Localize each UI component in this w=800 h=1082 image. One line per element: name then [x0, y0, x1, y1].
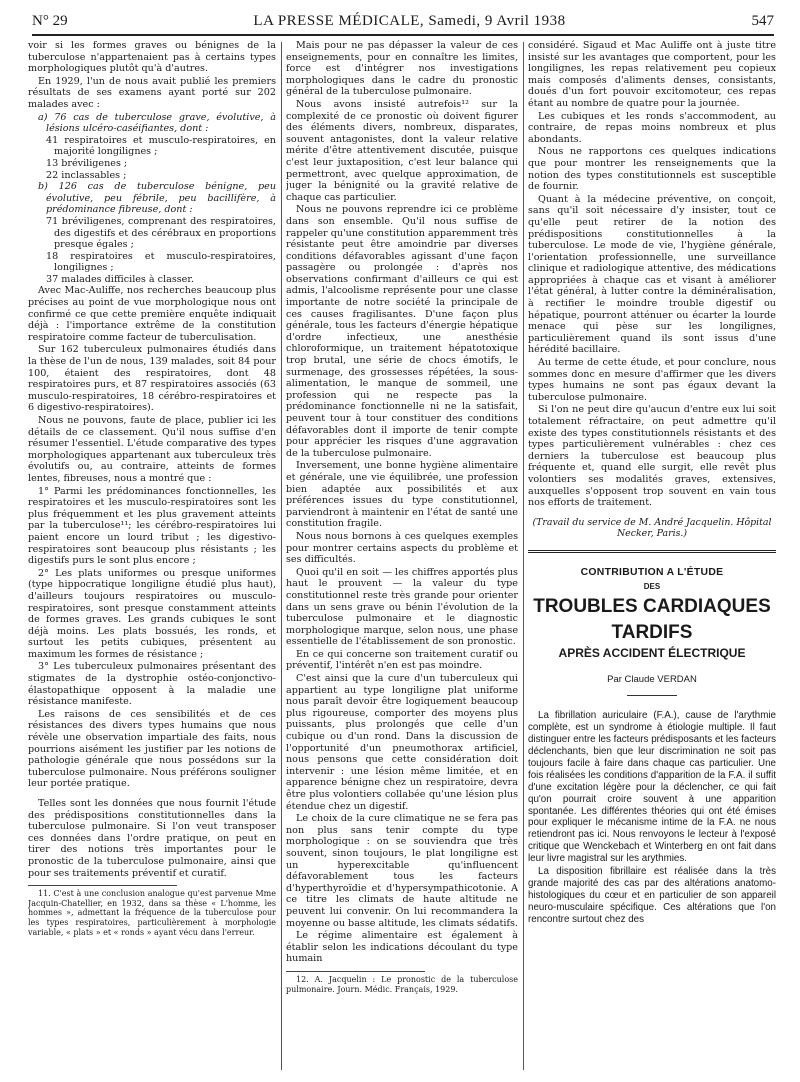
paragraph: Nous nous bornons à ces quelques exemples pour montrer certains aspects du problème et ses difficultés.	[286, 530, 518, 566]
column-middle	[286, 40, 518, 1072]
list-item: 37 malades difficiles à classer.	[46, 273, 194, 285]
paragraph: Inversement, une bonne hygiène alimentaire et générale, une vie équilibrée, une profession bien adaptée aux possibilités et aux préférences issues du type constitutionnel, parviendront à maintenir en l'état de santé une constitution fragile.	[286, 460, 518, 530]
footnote: 12. A. Jacquelin : Le pronostic de la tuberculose pulmonaire. Journ. Médic. Français, 1929.	[286, 974, 518, 994]
article-title-line1: TROUBLES CARDIAQUES	[533, 596, 771, 618]
paragraph: La disposition fibrillaire est réalisée dans la très grande majorité des cas par des altérations anatomo-histologiques du cœur et en particulier de son appareil neuro-musculaire spécifique. Ces altérations que l'on rencontre surtout chez des	[528, 866, 776, 925]
article-subtitle: APRÈS ACCIDENT ÉLECTRIQUE	[558, 646, 746, 661]
paragraph: En 1929, l'un de nous avait publié les premiers résultats de ses examens ayant porté sur 202 malades avec :	[28, 75, 276, 110]
list-item: 18 respiratoires et musculo-respiratoires, longilignes ;	[46, 250, 276, 274]
paragraph: considéré. Sigaud et Mac Auliffe ont à juste titre insisté sur les avantages que comportent, pour les longilignes, les repas relativement peu copieux mais composés d'aliments denses, consistants, doués d'un fort pouvoir excitomoteur, ces repas étant au nombre de quatre pour la journée.	[528, 40, 776, 109]
paragraph: Nous ne pouvons, faute de place, publier ici les détails de ce classement. Qu'il nous suffise d'en résumer l'essentiel. L'étude comparative des types morphologiques appartenant aux tuberculeux très évolutifs ou, au contraire, atteints de formes lentes, fibreuses, nous a montré que :	[28, 415, 276, 484]
paragraph: Sur 162 tuberculeux pulmonaires étudiés dans la thèse de l'un de nous, 139 malades, soit 84 pour 100, étaient des respiratoires, dont 48 respiratoires purs, et 87 respiratoires associés (63 musculo-respiratoires, 18 cérébro-respiratoires et 6 digestivo-respiratoires).	[28, 344, 276, 414]
paragraph: Le choix de la cure climatique ne se fera pas non plus sans tenir compte du type morphologique : on se souviendra que très souvent, sinon toujours, le plat longiligne est un hyperexcitable qu'influencent défavorablement tous les facteurs d'hyperthyroïdie et d'hypersympathicotonie. A ce titre les climats de haute altitude ne peuvent lui convenir. On lui recommandera la moyenne ou basse altitude, les climats sédatifs.	[286, 813, 518, 929]
footnote-rule	[28, 885, 177, 886]
article-kicker-des: DES	[643, 581, 661, 591]
paragraph: voir si les formes graves ou bénignes de la tuberculose n'appartenaient pas à certains types morphologiques plutôt qu'à d'autres.	[28, 40, 276, 75]
article-author: Par Claude VERDAN	[607, 673, 697, 685]
list-heading: b) 126 cas de tuberculose bénigne, peu évolutive, peu fébrile, peu bacillifère, à prédominance fibreuse, dont :	[38, 181, 276, 216]
paragraph: Nous ne rapportons ces quelques indications que pour montrer les renseignements que la notion des types constitutionnels est susceptible de fournir.	[528, 146, 776, 193]
short-rule	[627, 695, 677, 696]
column-divider	[523, 42, 524, 1070]
paragraph: La fibrillation auriculaire (F.A.), cause de l'arythmie complète, est un syndrome à étiologie multiple. Il faut distinguer entre les facteurs prédisposants et les facteurs déclenchants, bien que leur discrimination ne soit pas toujours facile à faire dans chaque cas particulier. Une fois réalisées les conditions d'apparition de la F.A. il suffit d'une excitation légère pour la déclencher, ce qui fait qu'on pourrait croire souvent à une apparition spontanée. Les différentes théories qui ont été émises pour expliquer le mécanisme intime de la F.A. ne nous retiendront pas ici. Nous renvoyons le lecteur à l'exposé critique que Wenckebach et Winterberg en ont fait dans leur livre magistral sur les arythmies.	[528, 710, 776, 865]
paragraph: Quoi qu'il en soit — les chiffres apportés plus haut le prouvent — la valeur du type constitutionnel reste très grande pour orienter dans un sens grave ou bénin l'évolution de la tuberculose pulmonaire et le diagnostic morphologique marque, selon nous, une phase essentielle de l'établissement de son pronostic.	[286, 566, 518, 648]
column-left	[28, 40, 276, 1072]
list-item: 71 bréviligenes, comprenant des respiratoires, des digestifs et des cérébraux en proportions presque égales ;	[46, 215, 276, 251]
article-title-line2: TARDIFS	[611, 622, 693, 644]
paragraph: Telles sont les données que nous fournit l'étude des prédispositions constitutionnelles dans la tuberculose pulmonaire. Si l'on veut transposer ces données dans l'ordre pratique, on peut en tirer des notions très importantes pour le pronostic de la tuberculose pulmonaire, ainsi que pour ses traitements préventif et curatif.	[28, 798, 276, 879]
page-number: 547	[751, 12, 774, 29]
paragraph: Nous avons insisté autrefois¹² sur la complexité de ce pronostic où doivent figurer des éléments divers, nombreux, disparates, souvent antagonistes, dont la valeur relative mérite d'être attentivement discutée, puisque c'est leur juxtaposition, c'est leur balance qui permettront, avec quelque approximation, de juger la bénignité ou la gravité relative de chaque cas particulier.	[286, 98, 518, 203]
column-divider	[281, 42, 282, 1070]
paragraph: Les cubiques et les ronds s'accommodent, au contraire, de repas moins nombreux et plus abondants.	[528, 110, 776, 145]
paragraph: 2° Les plats uniformes ou presque uniformes (type hippocratique longiligne étudié plus haut), d'ailleurs toujours respiratoires ou musculo-respiratoires, sont presque constamment atteints de formes graves. Les grands cubiques le sont déjà moins. Les plats bossués, les ronds, et surtout les petits cubiques, présentent au maximum les formes de résistance ;	[28, 567, 276, 660]
article-kicker: CONTRIBUTION A L'ÉTUDE	[580, 566, 724, 578]
issue-number: N° 29	[32, 12, 68, 29]
list-item: 13 bréviligenes ;	[46, 157, 128, 169]
column-right	[528, 40, 776, 1072]
article-separator	[528, 550, 776, 553]
paragraph: C'est ainsi que la cure d'un tuberculeux qui appartient au type longiligne plat uniforme nous paraît devoir être logiquement beaucoup plus rigoureuse, comporter des moyens plus puissants, plus prolongés que celle d'un cubique ou d'un rond. Dans la discussion de l'opportunité d'un pneumothorax artificiel, nous pensons que cette considération doit intervenir : une lésion même limitée, et en apparence bénigne chez un respiratoire, devra être plus volontiers collabée qu'une lésion plus étendue chez un digestif.	[286, 673, 518, 812]
paragraph: Au terme de cette étude, et pour conclure, nous sommes donc en mesure d'affirmer que les divers types humains ne sont pas égaux devant la tuberculose pulmonaire.	[528, 357, 776, 403]
paragraph: Les raisons de ces sensibilités et de ces résistances des divers types humains que nous révèle une observation impartiale des faits, nous pourrions aisément les justifier par les notions de pathologie générale que nous possédons sur la tuberculose pulmonaire. Nous préférons souligner leur portée pratique.	[28, 708, 276, 790]
paragraph: En ce qui concerne son traitement curatif ou préventif, l'intérêt n'en est pas moindre.	[286, 648, 518, 672]
page-header	[32, 8, 774, 36]
paragraph: Nous ne pouvons reprendre ici ce problème dans son ensemble. Qu'il nous suffise de rappeler qu'une constitution apparemment très résistante peut être amoindrie par diverses conditions défavorables agissant d'une façon passagère ou prolongée : d'après nos observations confirmant d'ailleurs ce qui est admis, l'alcoolisme représente pour une classe importante de notre société la principale de ces causes fragilisantes. D'une façon plus générale, tous les facteurs d'énergie hépatique d'ordre infectieux, une anesthésie chloroformique, un traitement hépatotoxique trop brutal, une série de chocs émotifs, le surmenage, des grossesses répétées, la sous-alimentation, le manque de sommeil, une profession qui ne respecte pas la prédominance fonctionnelle ni ne la satisfait, peuvent tour à tour constituer des conditions défavorables dont il importe de tenir compte pour apprécier les risques d'une aggravation de la tuberculose pulmonaire.	[286, 204, 518, 459]
list-heading: a) 76 cas de tuberculose grave, évolutive, à lésions ulcéro-caséifiantes, dont :	[38, 111, 276, 135]
footnote-rule	[286, 971, 425, 972]
list-item: 41 respiratoires et musculo-respiratoires, en majorité longilignes ;	[46, 134, 276, 158]
paragraph: Mais pour ne pas dépasser la valeur de ces enseignements, pour en connaître les limites, force est d'intégrer nos investigations morphologiques dans le cadre du pronostic général de la tuberculose pulmonaire.	[286, 40, 518, 98]
paragraph: 1° Parmi les prédominances fonctionnelles, les respiratoires et les musculo-respiratoires sont les plus fréquemment et les plus gravement atteints par la tuberculose¹¹; les cérébro-respiratoires lui paient encore un lourd tribut ; les digestivo-respiratoires sont beaucoup plus résistants ; les digestifs purs le sont plus encore ;	[28, 485, 276, 567]
article-credit: (Travail du service de M. André Jacquelin. Hôpital Necker, Paris.)	[532, 516, 772, 540]
list-item: 22 inclassables ;	[46, 169, 127, 181]
paragraph: Le régime alimentaire est également à établir selon les indications découlant du type humain	[286, 930, 518, 965]
paragraph: Quant à la médecine préventive, on conçoit, sans qu'il soit nécessaire d'y insister, tout ce qu'elle peut retirer de la notion des prédispositions constitutionnelles à la tuberculose. Le mode de vie, l'hygiène générale, l'orientation professionnelle, une surveillance clinique et radiologique attentive, des médications appropriées à chaque cas et visant à améliorer l'état général, à lutter contre la déminéralisation, à rectifier le moindre trouble digestif ou hépatique, pourront atténuer ou écarter la lourde menace qui pèse sur les longilignes, particulièrement quand ils sont issus d'une hérédité bacillaire.	[528, 193, 776, 356]
footnote: 11. C'est à une conclusion analogue qu'est parvenue Mme Jacquin-Chatellier, en 1932, dans sa thèse « L'homme, les hommes », admettant la fréquence de la tuberculose pour les types respiratoires, particulièrement à morphologie variable, « plats » et « ronds » ayant vécu dans l'erreur.	[28, 889, 276, 937]
paragraph: Si l'on ne peut dire qu'aucun d'entre eux lui soit totalement réfractaire, on peut admettre qu'il existe des types constitutionnels résistants et des types particulièrement vulnérables : chez ces derniers la tuberculose est beaucoup plus fréquente et, quand elle surgit, elle revêt plus volontiers ses modalités graves, extensives, auxquelles s'opposent trop souvent en vain tous nos efforts de traitement.	[528, 404, 776, 509]
paragraph: Avec Mac-Auliffe, nos recherches beaucoup plus précises au point de vue morphologique nous ont confirmé ce que cette première enquête indiquait déjà : l'importance extrême de la constitution respiratoire comme facteur de tuberculisation.	[28, 285, 276, 343]
paragraph: 3° Les tuberculeux pulmonaires présentant des stigmates de la dystrophie ostéo-conjonctivo-élastopathique opposent à la maladie une résistance manifeste.	[28, 661, 276, 708]
journal-title: LA PRESSE MÉDICALE, Samedi, 9 Avril 1938	[253, 12, 566, 29]
